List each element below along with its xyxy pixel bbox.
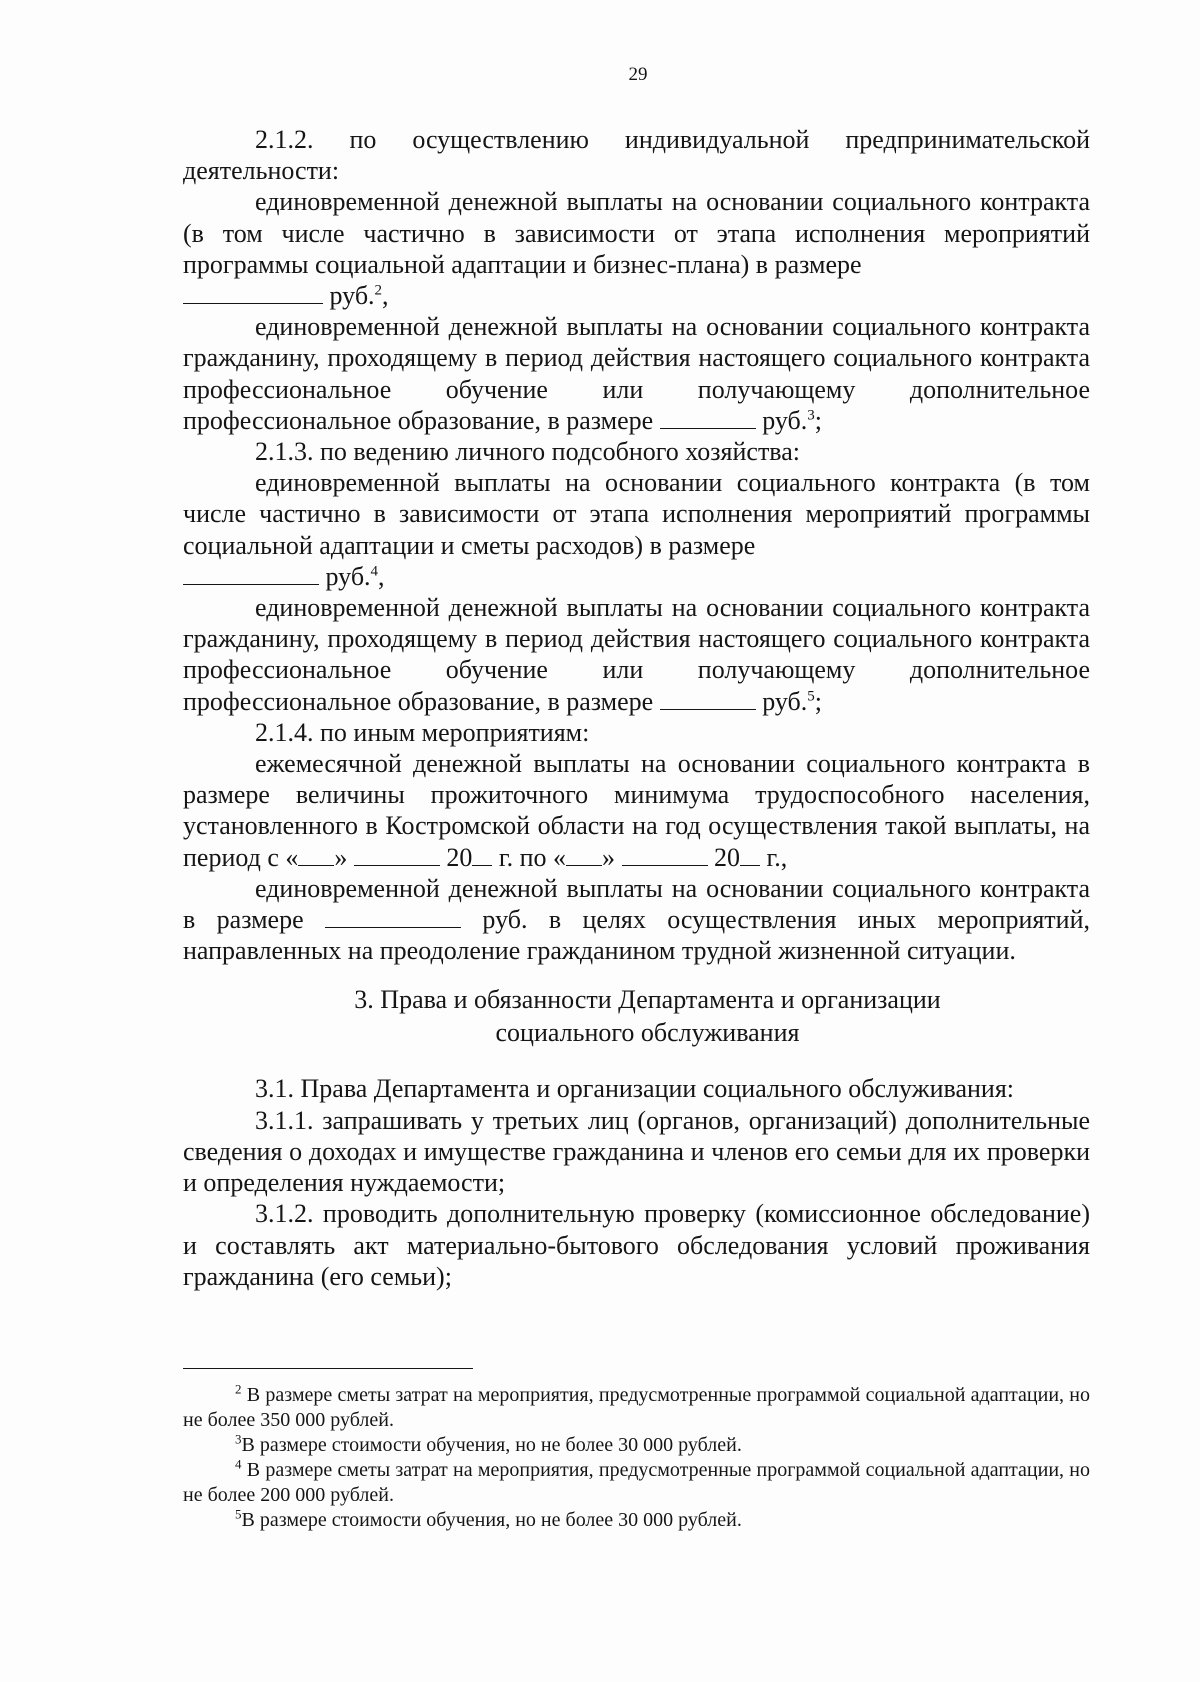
amount-blank: [325, 905, 461, 928]
amount-blank: [660, 687, 756, 710]
footnote-divider: [183, 1368, 473, 1369]
main-text: [183, 124, 1090, 1292]
footnote-number: 4: [235, 1456, 242, 1472]
paragraph-2-1-3-lump-sum: единовременной выплаты на основании социального контракта (в том числе частично в зависимости от этапа исполнения мероприятий программы социальной адаптации и сметы расходов) в размере руб.$^4$,: [183, 468, 1090, 591]
footnote-ref: 4: [370, 563, 379, 580]
section-3-title-line-2: социального обслуживания: [495, 1018, 800, 1048]
section-3-title-line-1: 3. Права и обязанности Департамента и организации: [354, 985, 941, 1015]
paragraph-2-1-2-heading: 2.1.2. по осуществлению индивидуальной предпринимательской деятельности:: [183, 125, 1090, 186]
amount-blank: [183, 562, 319, 585]
currency-label: руб.: [762, 405, 808, 435]
footnote-text: В размере стоимости обучения, но не более 30 000 рублей.: [241, 1509, 742, 1531]
footnote-number: 5: [235, 1506, 242, 1522]
currency-label: руб.: [762, 686, 808, 716]
paragraph-text: единовременной денежной выплаты на основании социального контракта гражданину, проходящему в период действия настоящего социального контракта профессиональное обучение или получающему дополнительное профессиональное образование, в размере: [183, 593, 1090, 716]
footnote-ref: 3: [807, 407, 815, 424]
footnote-4: [183, 1458, 1090, 1508]
amount-blank: [660, 406, 756, 429]
day-blank: [298, 843, 334, 866]
year-prefix: 20: [446, 842, 473, 872]
year-blank: [472, 843, 492, 866]
month-blank: [622, 843, 708, 866]
footnote-number: 2: [235, 1381, 242, 1397]
year-prefix: 20: [714, 842, 741, 872]
footnote-text: В размере сметы затрат на мероприятия, предусмотренные программой социальной адаптации, но не более 200 000 рублей.: [183, 1459, 1090, 1506]
footnote-3: [183, 1433, 1090, 1458]
footnote-ref: 2: [374, 282, 383, 299]
quote-close: »: [602, 842, 616, 872]
year-blank: [740, 843, 760, 866]
currency-label: руб.: [329, 281, 375, 311]
footnote-number: 3: [235, 1431, 242, 1447]
currency-label: руб.: [325, 561, 371, 591]
paragraph-text: единовременной денежной выплаты на основании социального контракта в размере: [183, 873, 1090, 935]
paragraph-text: ежемесячной денежной выплаты на основании социального контракта в размере величины прожиточного минимума трудоспособного населения, установленного в Костромской области на год осуществления такой выплаты, на период с «: [183, 749, 1090, 872]
footnote-text: В размере стоимости обучения, но не более 30 000 рублей.: [241, 1434, 742, 1456]
footnotes: [183, 1368, 1090, 1533]
paragraph-3-1-2: 3.1.2. проводить дополнительную проверку (комиссионное обследование) и составлять акт материально-бытового обследования условий проживания гражданина (его семьи);: [183, 1199, 1090, 1291]
paragraph-text: единовременной выплаты на основании социального контракта (в том числе частично в зависимости от этапа исполнения мероприятий программы социальной адаптации и сметы расходов) в размере: [183, 468, 1090, 560]
paragraph-2-1-2-training: единовременной денежной выплаты на основании социального контракта гражданину, проходящему в период действия настоящего социального контракта профессиональное обучение или получающему дополнительное профессиональное образование, в размере руб.$^3$;: [183, 312, 1090, 435]
amount-blank: [183, 281, 323, 304]
paragraph-text: единовременной денежной выплаты на основании социального контракта гражданину, проходящему в период действия настоящего социального контракта профессиональное обучение или получающему дополнительное профессиональное образование, в размере: [183, 312, 1090, 435]
date-end: г.,: [766, 842, 788, 872]
page-number: 29: [628, 64, 648, 85]
paragraph-2-1-4-monthly: [183, 748, 1090, 873]
paragraph-text: единовременной денежной выплаты на основании социального контракта (в том числе частично в зависимости от этапа исполнения мероприятий программы социальной адаптации и бизнес-плана) в размере: [183, 187, 1090, 279]
day-blank: [566, 843, 602, 866]
footnote-5: [183, 1508, 1090, 1533]
footnote-text: В размере сметы затрат на мероприятия, предусмотренные программой социальной адаптации, но не более 350 000 рублей.: [183, 1384, 1090, 1431]
paragraph-3-1: 3.1. Права Департамента и организации социального обслуживания:: [255, 1074, 1015, 1104]
paragraph-text: руб. в целях осуществления иных мероприятий, направленных на преодоление гражданином трудной жизненной ситуации.: [183, 905, 1091, 966]
footnote-2: [183, 1383, 1090, 1433]
paragraph-2-1-3-heading: 2.1.3. по ведению личного подсобного хозяйства:: [255, 437, 800, 467]
footnote-ref: 5: [807, 688, 815, 704]
date-connector: г. по «: [498, 842, 567, 872]
quote-close: »: [334, 842, 348, 872]
paragraph-3-1-1: 3.1.1. запрашивать у третьих лиц (органов, организаций) дополнительные сведения о доходах и имуществе гражданина и членов его семьи для их проверки и определения нуждаемости;: [183, 1105, 1090, 1198]
month-blank: [354, 843, 440, 866]
paragraph-2-1-4-heading: 2.1.4. по иным мероприятиям:: [255, 717, 590, 747]
paragraph-2-1-4-lump-sum: [183, 873, 1090, 967]
paragraph-2-1-3-training: единовременной денежной выплаты на основании социального контракта гражданину, проходящему в период действия настоящего социального контракта профессиональное обучение или получающему дополнительное профессиональное образование, в размере руб.$^5$;: [183, 593, 1090, 716]
paragraph-2-1-2-lump-sum: единовременной денежной выплаты на основании социального контракта (в том числе частично в зависимости от этапа исполнения мероприятий программы социальной адаптации и бизнес-плана) в размере руб.$^2$,: [183, 187, 1090, 311]
